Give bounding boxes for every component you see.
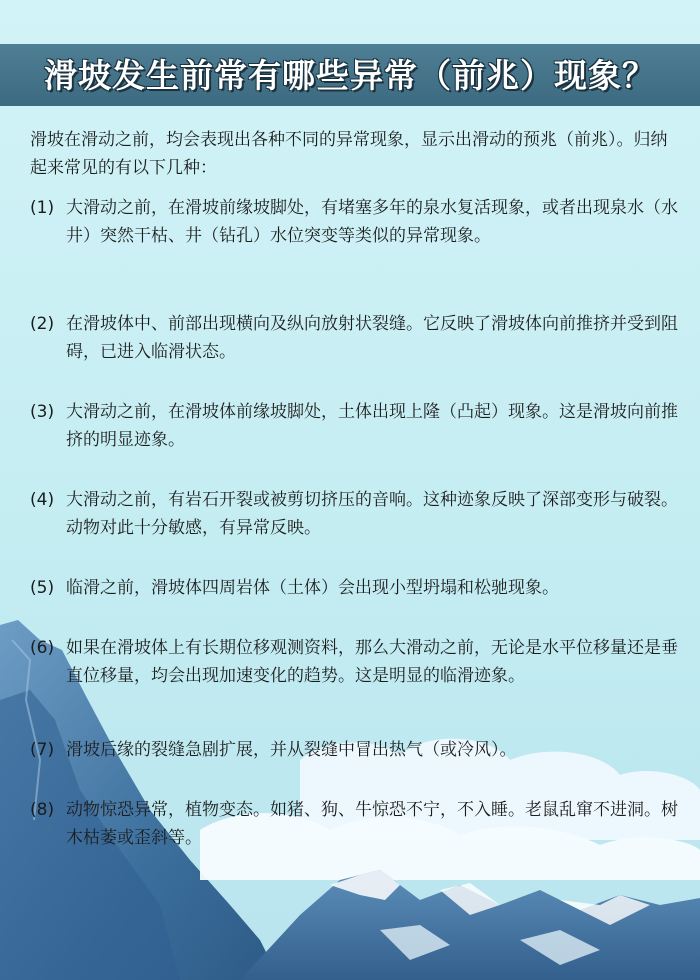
list-item — [30, 634, 682, 690]
list-item — [30, 736, 682, 764]
list-item — [30, 194, 682, 250]
item-text: 如果在滑坡体上有长期位移观测资料，那么大滑动之前，无论是水平位移量还是垂直位移量，均会出现加速变化的趋势。这是明显的临滑迹象。 — [66, 638, 678, 686]
item-text: 动物惊恐异常，植物变态。如猪、狗、牛惊恐不宁，不入睡。老鼠乱窜不进洞。树木枯萎或歪斜等。 — [66, 800, 678, 848]
item-text: 滑坡后缘的裂缝急剧扩展，并从裂缝中冒出热气（或冷风）。 — [66, 740, 517, 760]
item-text: 大滑动之前，在滑坡前缘坡脚处，有堵塞多年的泉水复活现象，或者出现泉水（水井）突然干枯、井（钻孔）水位突变等类似的异常现象。 — [66, 198, 678, 246]
list-item — [30, 310, 682, 366]
item-number: (1) — [30, 198, 55, 218]
item-number: (4) — [30, 490, 55, 510]
item-number: (7) — [30, 740, 55, 760]
item-text: 大滑动之前，在滑坡体前缘坡脚处，土体出现上隆（凸起）现象。这是滑坡向前推挤的明显迹象。 — [66, 402, 678, 450]
article-body — [30, 126, 682, 852]
item-number: (8) — [30, 800, 55, 820]
list-item — [30, 398, 682, 454]
item-number: (6) — [30, 638, 55, 658]
item-number: (5) — [30, 578, 55, 598]
list-item — [30, 574, 682, 602]
list-item — [30, 486, 682, 542]
item-text: 临滑之前，滑坡体四周岩体（土体）会出现小型坍塌和松驰现象。 — [66, 578, 559, 598]
item-number: (3) — [30, 402, 55, 422]
item-text: 在滑坡体中、前部出现横向及纵向放射状裂缝。它反映了滑坡体向前推挤并受到阻碍，已进入临滑状态。 — [66, 314, 678, 362]
item-number: (2) — [30, 314, 55, 334]
item-text: 大滑动之前，有岩石开裂或被剪切挤压的音响。这种迹象反映了深部变形与破裂。动物对此十分敏感，有异常反映。 — [66, 490, 678, 538]
list-item — [30, 796, 682, 852]
page-title: 滑坡发生前常有哪些异常（前兆）现象？ — [44, 56, 656, 95]
intro-paragraph: 滑坡在滑动之前，均会表现出各种不同的异常现象，显示出滑动的预兆（前兆）。归纳起来常见的有以下几种： — [30, 130, 668, 178]
